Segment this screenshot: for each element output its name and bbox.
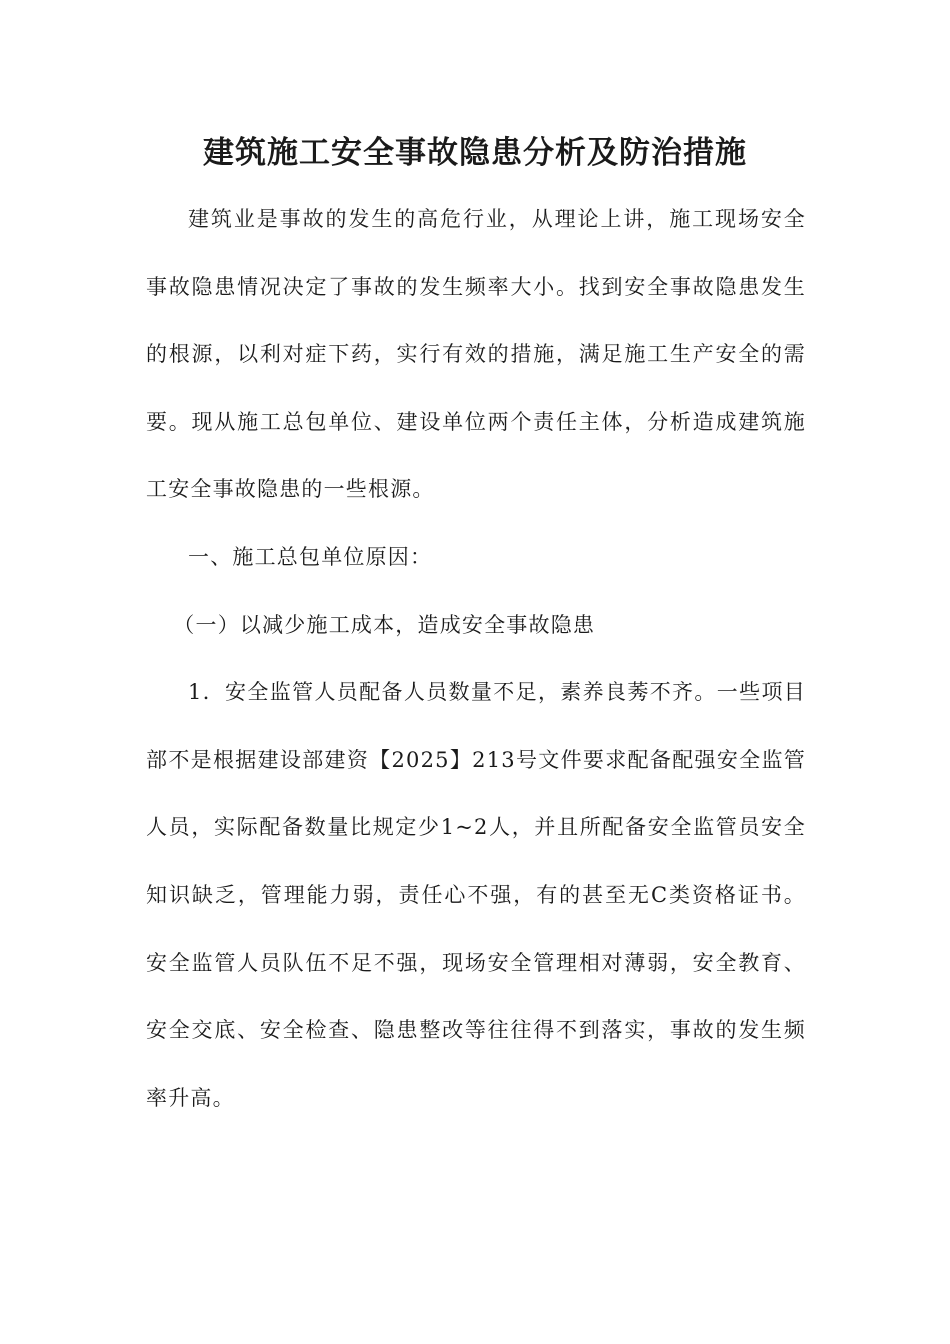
subsection-heading: （一）以减少施工成本，造成安全事故隐患 — [173, 612, 596, 637]
document-body — [146, 186, 806, 1132]
intro-paragraph: 建筑业是事故的发生的高危行业，从理论上讲，施工现场安全事故隐患情况决定了事故的发生频率大小。找到安全事故隐患发生的根源，以利对症下药，实行有效的措施，满足施工生产安全的需要。现从施工总包单位、建设单位两个责任主体，分析造成建筑施工安全事故隐患的一些根源。 — [146, 207, 806, 502]
item-paragraph: 1．安全监管人员配备人员数量不足，素养良莠不齐。一些项目部不是根据建设部建资【2025】213号文件要求配备配强安全监管人员，实际配备数量比规定少1~2人，并且所配备安全监管员安全知识缺乏，管理能力弱，责任心不强，有的甚至无C类资格证书。安全监管人员队伍不足不强，现场安全管理相对薄弱，安全教育、安全交底、安全检查、隐患整改等往往得不到落实，事故的发生频率升高。 — [146, 680, 806, 1110]
document-title: 建筑施工安全事故隐患分析及防治措施 — [203, 135, 747, 171]
section-heading: 一、施工总包单位原因： — [188, 544, 433, 569]
